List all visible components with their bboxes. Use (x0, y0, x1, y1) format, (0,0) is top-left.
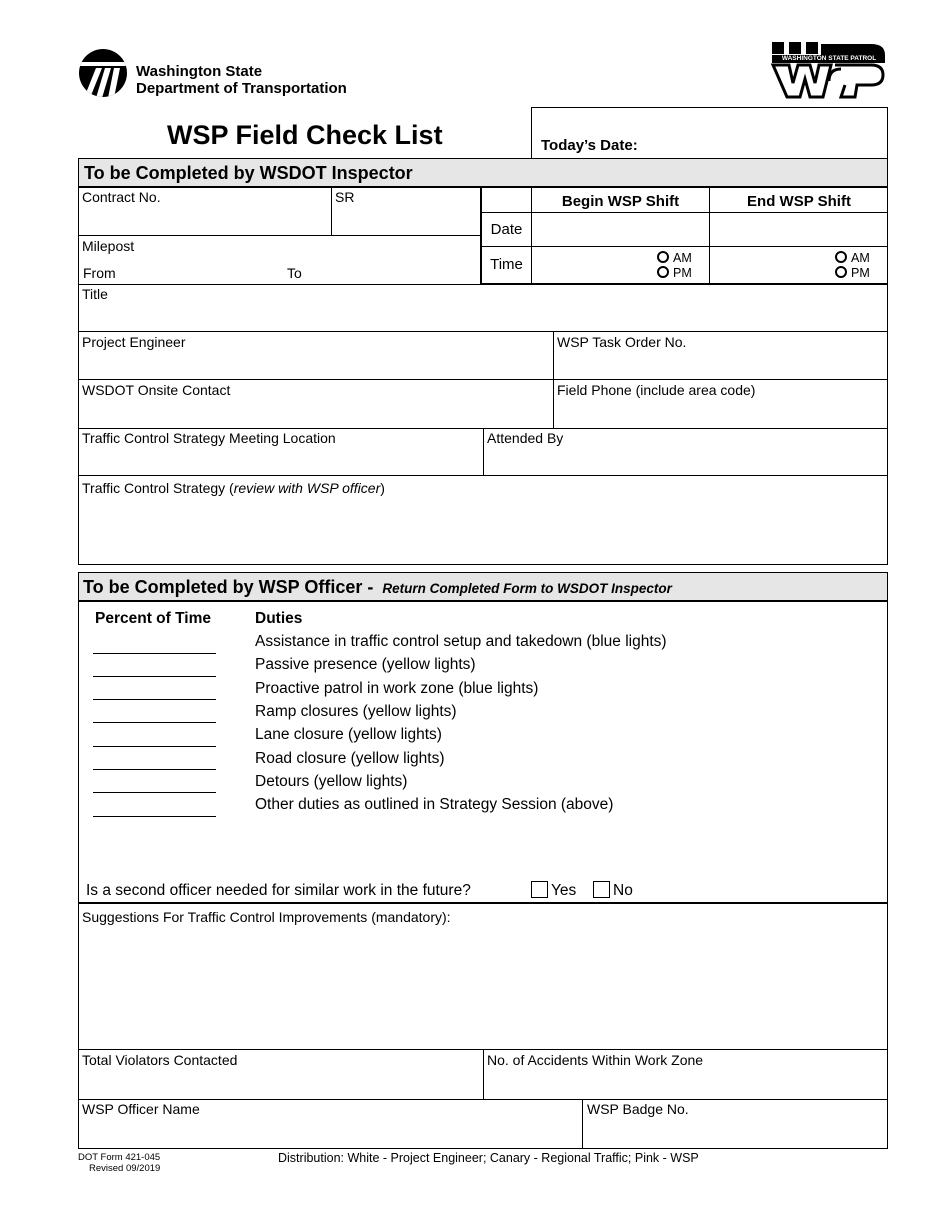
begin-date-field[interactable] (532, 213, 709, 246)
wsp-arc-text: WASHINGTON STATE PATROL (781, 55, 877, 62)
duty-item-7: Detours (yellow lights) (255, 773, 408, 790)
duties-header: Duties (255, 610, 303, 627)
badge-no-field[interactable] (583, 1119, 887, 1147)
onsite-contact-label: WSDOT Onsite Contact (82, 382, 231, 398)
milepost-label: Milepost (82, 238, 135, 254)
field-phone-label: Field Phone (include area code) (557, 382, 756, 398)
no-checkbox[interactable] (593, 881, 633, 900)
title-field[interactable] (79, 304, 887, 331)
total-violators-field[interactable] (79, 1070, 483, 1099)
distribution-text: Distribution: White - Project Engineer; Canary - Regional Traffic; Pink - WSP (278, 1151, 699, 1165)
form-number: DOT Form 421-045 (78, 1152, 161, 1163)
project-engineer-field[interactable] (79, 352, 553, 379)
sr-label: SR (335, 189, 355, 205)
no-label: No (613, 882, 633, 899)
percent-field-7[interactable] (93, 792, 216, 793)
am-label: AM (851, 251, 870, 265)
todays-date-label: Today’s Date: (541, 137, 638, 154)
wsp-badge-icon (771, 41, 887, 99)
officer-name-field[interactable] (79, 1119, 582, 1147)
field-phone-field[interactable] (554, 400, 887, 428)
end-pm-radio[interactable] (835, 266, 870, 280)
pm-label: PM (851, 266, 870, 280)
second-officer-question: Is a second officer needed for similar work in the future? (86, 882, 471, 899)
section1-title: To be Completed by WSDOT Inspector (84, 163, 413, 183)
milepost-from-label: From (83, 265, 116, 281)
shift-time-label: Time (490, 256, 523, 273)
yes-checkbox[interactable] (531, 881, 576, 900)
percent-field-4[interactable] (93, 722, 216, 723)
pm-label: PM (673, 266, 692, 280)
agency-name-line1: Washington State (136, 63, 263, 80)
badge-no-label: WSP Badge No. (587, 1101, 689, 1117)
duty-item-1: Assistance in traffic control setup and takedown (blue lights) (255, 633, 667, 650)
accidents-label: No. of Accidents Within Work Zone (487, 1052, 704, 1068)
duty-item-3: Proactive patrol in work zone (blue lights) (255, 680, 539, 697)
agency-name-line2: Department of Transportation (136, 80, 347, 97)
suggestions-label: Suggestions For Traffic Control Improvements (mandatory): (82, 909, 451, 925)
sr-field[interactable] (332, 205, 480, 235)
wsp-logo (771, 41, 887, 99)
accidents-field[interactable] (484, 1070, 887, 1099)
section2-title (83, 577, 672, 599)
strategy-field[interactable] (79, 498, 887, 563)
attended-by-label: Attended By (487, 430, 564, 446)
shift-date-label: Date (490, 221, 523, 238)
percent-field-8[interactable] (93, 816, 216, 817)
project-engineer-label: Project Engineer (82, 334, 186, 350)
contract-no-field[interactable] (79, 205, 331, 235)
total-violators-label: Total Violators Contacted (82, 1052, 238, 1068)
section2-title-text: To be Completed by WSP Officer - (83, 577, 374, 597)
task-order-label: WSP Task Order No. (557, 334, 687, 350)
percent-field-2[interactable] (93, 676, 216, 677)
task-order-field[interactable] (554, 352, 887, 379)
begin-pm-radio[interactable] (657, 266, 692, 280)
end-date-field[interactable] (710, 213, 888, 246)
end-am-radio[interactable] (835, 251, 870, 265)
percent-field-1[interactable] (93, 653, 216, 654)
duty-item-5: Lane closure (yellow lights) (255, 726, 442, 743)
officer-name-label: WSP Officer Name (82, 1101, 200, 1117)
checkbox-icon (593, 881, 610, 898)
milepost-to-label: To (287, 265, 302, 281)
duty-item-4: Ramp closures (yellow lights) (255, 703, 457, 720)
radio-icon (835, 251, 847, 263)
begin-shift-header: Begin WSP Shift (561, 193, 680, 210)
wsdot-logo (78, 48, 388, 100)
radio-icon (657, 251, 669, 263)
duty-item-2: Passive presence (yellow lights) (255, 656, 476, 673)
strategy-label: Traffic Control Strategy (review with WSP officer) (82, 480, 385, 496)
form-title: WSP Field Check List (167, 120, 443, 150)
percent-field-6[interactable] (93, 769, 216, 770)
percent-field-3[interactable] (93, 699, 216, 700)
duty-item-8: Other duties as outlined in Strategy Session (above) (255, 796, 614, 813)
onsite-contact-field[interactable] (79, 400, 553, 428)
suggestions-field[interactable] (79, 928, 887, 1048)
meeting-location-field[interactable] (79, 448, 483, 475)
begin-am-radio[interactable] (657, 251, 692, 265)
percent-field-5[interactable] (93, 746, 216, 747)
revised-date: Revised 09/2019 (89, 1163, 161, 1174)
contract-no-label: Contract No. (82, 189, 161, 205)
attended-by-field[interactable] (484, 448, 887, 475)
title-label: Title (82, 286, 108, 302)
radio-icon (657, 266, 669, 278)
begin-time-field[interactable] (536, 250, 646, 280)
meeting-location-label: Traffic Control Strategy Meeting Location (82, 430, 336, 446)
milepost-to-field[interactable] (308, 260, 478, 282)
am-label: AM (673, 251, 692, 265)
wsdot-emblem-icon (78, 48, 128, 98)
milepost-from-field[interactable] (122, 260, 282, 282)
yes-label: Yes (551, 882, 577, 899)
section2-subtitle: Return Completed Form to WSDOT Inspector (382, 581, 672, 596)
end-time-field[interactable] (714, 250, 824, 280)
percent-of-time-header: Percent of Time (95, 610, 212, 627)
radio-icon (835, 266, 847, 278)
duty-item-6: Road closure (yellow lights) (255, 750, 445, 767)
end-shift-header: End WSP Shift (747, 193, 851, 210)
checkbox-icon (531, 881, 548, 898)
